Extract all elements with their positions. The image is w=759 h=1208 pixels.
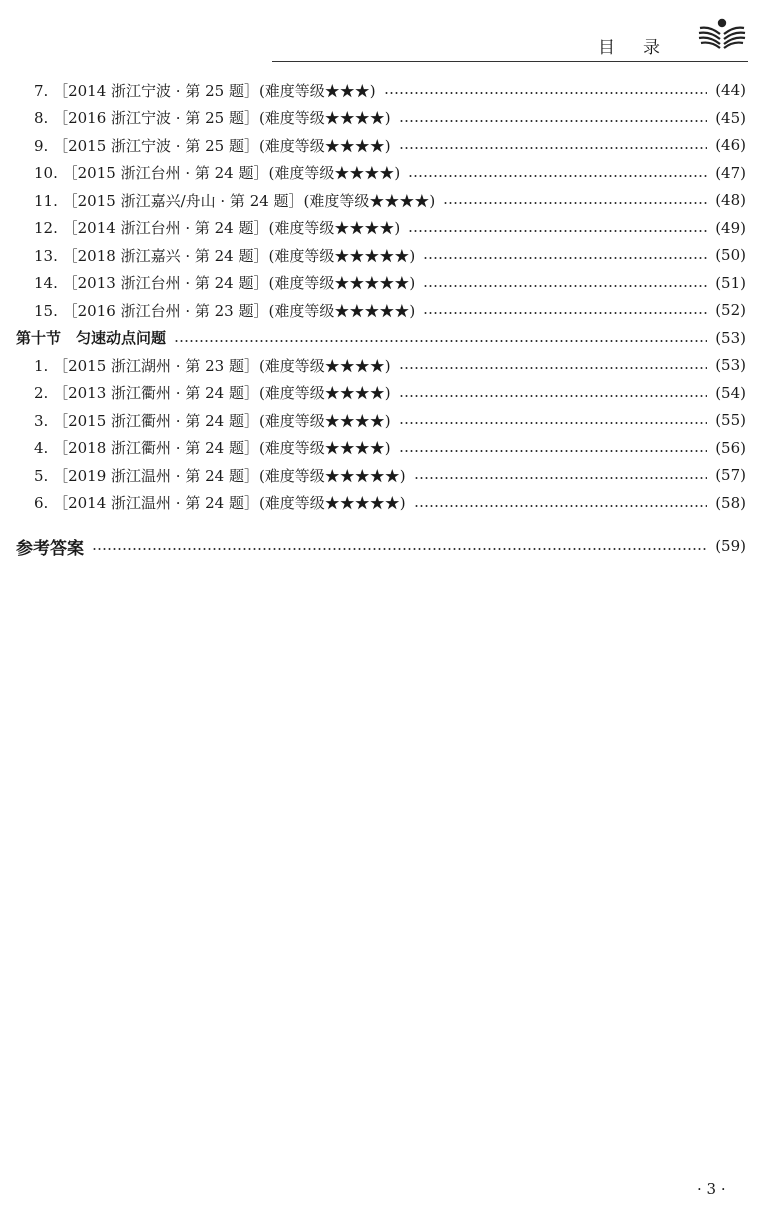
toc-entry-label: 12. ［2014 浙江台州 · 第 24 题］(难度等级★★★★) [34,219,401,237]
toc-entry[interactable] [34,271,746,295]
toc-entry-page: (50) [715,246,746,264]
dot-leader [423,285,707,287]
answers-page: (59) [715,537,746,555]
answers-title: 参考答案 [16,538,84,559]
toc-entry-page: (45) [715,108,746,127]
toc-entry[interactable] [34,78,746,102]
toc-entry-label: 3. ［2015 浙江衢州 · 第 24 题］(难度等级★★★★) [34,411,391,430]
dot-leader [414,505,708,507]
dot-leader [399,450,708,452]
section-page: (53) [715,328,746,347]
header-title-right: 录 [643,38,662,58]
toc-entry[interactable] [34,298,746,322]
publisher-logo-icon [696,14,748,54]
dot-leader [174,340,707,342]
toc-entry-label: 2. ［2013 浙江衢州 · 第 24 题］(难度等级★★★★) [34,384,391,402]
dot-leader [423,257,707,259]
page-header [0,0,759,70]
toc-entry[interactable] [34,243,746,267]
toc-entry[interactable] [34,381,746,405]
dot-leader [399,367,708,369]
toc-entry[interactable] [34,188,746,212]
dot-leader [408,175,707,177]
header-divider [272,61,748,62]
toc-entry[interactable] [34,161,746,185]
toc-entry-label: 7. ［2014 浙江宁波 · 第 25 题］(难度等级★★★) [34,81,376,100]
toc-entry-label: 11. ［2015 浙江嘉兴/舟山 · 第 24 题］(难度等级★★★★) [34,191,436,210]
toc-entry[interactable] [34,106,746,130]
dot-leader [92,548,707,550]
dot-leader [399,422,708,424]
toc-entry-page: (49) [715,218,746,237]
toc-entry-label: 10. ［2015 浙江台州 · 第 24 题］(难度等级★★★★) [34,164,401,182]
dot-leader [384,92,708,94]
toc-entry-page: (46) [715,136,746,154]
toc-entry-label: 13. ［2018 浙江嘉兴 · 第 24 题］(难度等级★★★★★) [34,246,416,265]
toc-entry[interactable] [34,133,746,157]
toc-entry-page: (52) [715,301,746,319]
dot-leader [399,395,708,397]
toc-entry-page: (58) [715,493,746,512]
toc-entry-page: (48) [715,191,746,209]
toc-entry-label: 5. ［2019 浙江温州 · 第 24 题］(难度等级★★★★★) [34,466,406,485]
toc-entry-label: 15. ［2016 浙江台州 · 第 23 题］(难度等级★★★★★) [34,301,416,320]
toc-entry-label: 9. ［2015 浙江宁波 · 第 25 题］(难度等级★★★★) [34,136,391,155]
toc-entry-page: (53) [715,356,746,374]
toc-entry-label: 1. ［2015 浙江湖州 · 第 23 题］(难度等级★★★★) [34,356,391,375]
toc-entry-label: 8. ［2016 浙江宁波 · 第 25 题］(难度等级★★★★) [34,109,391,127]
toc-entry[interactable] [34,436,746,460]
toc-entry-label: 6. ［2014 浙江温州 · 第 24 题］(难度等级★★★★★) [34,494,406,512]
toc-entry[interactable] [34,463,746,487]
toc-entry-page: (56) [715,438,746,457]
header-title-left: 目 [598,38,617,58]
toc-entry[interactable] [34,491,746,515]
toc-section-heading[interactable] [16,326,746,350]
toc-entry[interactable] [34,216,746,240]
toc-entry-page: (47) [715,163,746,182]
toc-entry-page: (44) [715,81,746,99]
toc-entry-page: (57) [715,466,746,484]
toc-answers-heading[interactable] [16,534,746,558]
toc-entry-label: 4. ［2018 浙江衢州 · 第 24 题］(难度等级★★★★) [34,439,391,457]
dot-leader [423,312,707,314]
toc-entry-page: (51) [715,273,746,292]
dot-leader [414,477,708,479]
toc-entry[interactable] [34,353,746,377]
section-title: 第十节 匀速动点问题 [16,329,167,347]
toc-entry[interactable] [34,408,746,432]
toc-entry-page: (54) [715,383,746,402]
page-number: · 3 · [697,1180,726,1198]
toc-entry-page: (55) [715,411,746,429]
dot-leader [408,230,707,232]
toc-entry-label: 14. ［2013 浙江台州 · 第 24 题］(难度等级★★★★★) [34,274,416,292]
dot-leader [399,120,708,122]
header-title [598,33,662,58]
dot-leader [399,147,708,149]
dot-leader [443,202,707,204]
